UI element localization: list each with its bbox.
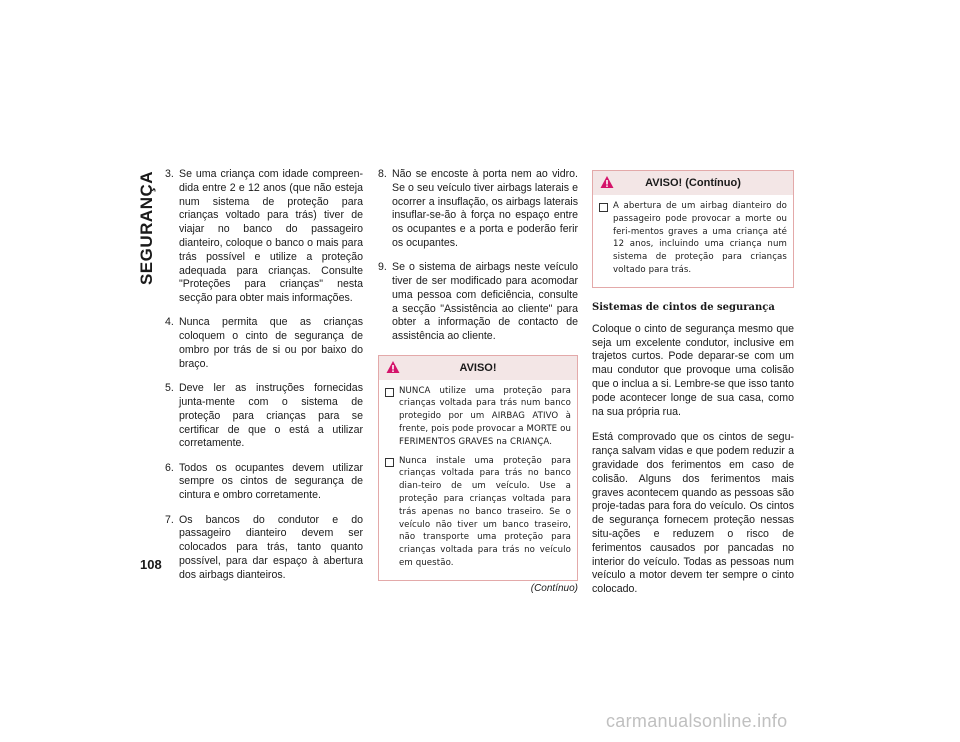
list-item [378,261,578,344]
list-item [378,168,578,251]
warning-triangle-icon [600,175,614,189]
warning-item-text: A abertura de um airbag dianteiro do passageiro pode provocar a morte ou feri-mentos graves a uma criança até 12 anos, incluindo uma criança num sistema de proteção para crianças voltado para trás. [613,201,787,275]
column-3 [592,168,794,609]
checkbox-bullet-icon [385,458,394,467]
list-item [165,316,363,371]
warning-box [378,355,578,581]
numbered-list-1 [165,168,363,583]
paragraph: Está comprovado que os cintos de segu-rança salvam vidas e que podem reduzir a gravidade dos ferimentos em caso de colisão. Alguns dos ferimentos mais graves acontecem quando as pessoas são proje-tadas para fora do veículo. Os cintos de segurança fornecem proteção nessas situ-ações e reduzem o risco de ferimentos causados por pancadas no interior do veículo. Todas as pessoas num veículo a motor devem ter sempre o cinto colocado. [592,431,794,596]
page-number: 108 [140,557,162,572]
warning-header [593,171,793,195]
list-item [165,168,363,306]
list-item-text: Deve ler as instruções fornecidas junta-mente com o sistema de proteção para crianças para se certificar de que o está a utilizar corretamente. [179,382,363,450]
list-item-number: 5. [165,382,174,395]
continued-label: (Contínuo) [530,582,578,594]
list-item-number: 9. [378,261,387,274]
list-item [165,462,363,503]
list-item [165,382,363,451]
warning-item [385,385,571,449]
list-item-number: 6. [165,461,174,474]
checkbox-bullet-icon [385,388,394,397]
numbered-list-2 [378,168,578,344]
warning-box-continued [592,170,794,288]
warning-triangle-icon [386,360,400,374]
section-side-title [137,172,157,284]
section-heading: Sistemas de cintos de segurança [592,301,775,313]
warning-title: AVISO! [459,361,497,374]
list-item-text: Os bancos do condutor e do passageiro dianteiro devem ser colocados para trás, tanto quanto possível, para dar espaço à abertura dos airbags dianteiros. [179,513,363,581]
watermark: carmanualsonline.info [606,711,788,731]
paragraph: Coloque o cinto de segurança mesmo que seja um excelente condutor, inclusive em trajetos curtos. Pode deparar-se com um mau condutor que provoque uma colisão que o inclua a si. Lembre-se que isso tanto pode acontecer longe de sua casa, como na sua própria rua. [592,322,794,418]
list-item-number: 7. [165,513,174,526]
list-item-text: Não se encoste à porta nem ao vidro. Se o seu veículo tiver airbags laterais e ocorrer a insuflação, os airbags laterais insuflar-se-ão à força no espaço entre os ocupantes e a porta e poderão ferir os ocupantes. [392,168,578,249]
list-item-text: Todos os ocupantes devem utilizar sempre os cintos de segurança de cintura e ombro corretamente. [179,461,363,502]
warning-item-text: Nunca instale uma proteção para crianças voltada para trás no banco dian-teiro de um veículo. Use a proteção para crianças voltada para trás apenas no banco traseiro. Se o veículo não tiver um banco traseiro, não transporte uma proteção para crianças voltada para trás no veículo em questão. [399,455,571,568]
column-1 [165,168,363,593]
section-title-text: SEGURANÇA [137,170,156,286]
warning-body [379,380,577,580]
warning-item [599,200,787,277]
list-item-text: Nunca permita que as crianças coloquem o cinto de segurança de ombro por trás de si ou por baixo do braço. [179,316,363,370]
warning-body [593,195,793,287]
warning-header [379,356,577,380]
list-item-number: 3. [165,168,174,180]
warning-item [385,455,571,570]
list-item-text: Se uma criança com idade compreen-dida entre 2 e 12 anos (que não esteja num sistema de proteção para crianças voltado para trás) tiver de viajar no banco do passageiro dianteiro, coloque o banco o mais para trás possível e utilize a proteção adequada para crianças. Consulte "Proteções para crianças" nesta secção para obter mais informações. [179,168,363,305]
column-2 [378,168,578,594]
list-item [165,514,363,583]
warning-title: AVISO! (Contínuo) [645,177,741,189]
list-item-number: 4. [165,316,174,329]
list-item-text: Se o sistema de airbags neste veículo tiver de ser modificado para acomodar uma pessoa com deficiência, consulte a secção "Assistência ao cliente" para obter a informação de contacto de assistência ao cliente. [392,261,578,343]
checkbox-bullet-icon [599,203,608,212]
list-item-number: 8. [378,168,387,180]
warning-item-text: NUNCA utilize uma proteção para crianças voltada para trás num banco protegido por um AIRBAG ATIVO à frente, pois pode provocar a MORTE ou FERIMENTOS GRAVES na CRIANÇA. [399,385,571,447]
